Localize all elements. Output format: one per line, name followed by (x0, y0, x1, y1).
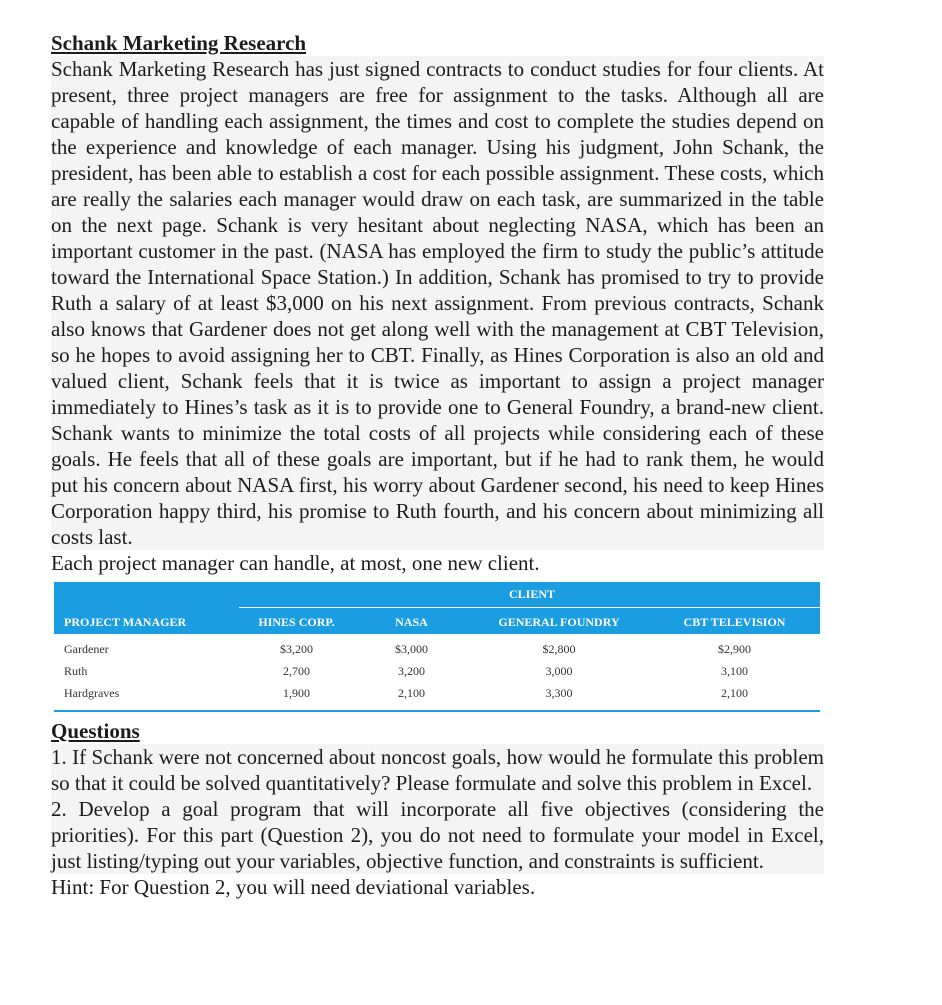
column-headers (54, 615, 820, 630)
question-1: 1. If Schank were not concerned about noncost goals, how would he formulate this problem so that it could be solved quantitatively? Please formulate and solve this problem in Excel. (51, 745, 824, 795)
table-header (54, 582, 820, 634)
cost-cell: $3,000 (395, 641, 428, 656)
questions-section (51, 718, 824, 900)
header-general-foundry: GENERAL FOUNDRY (498, 615, 620, 629)
cost-cell: 2,700 (283, 663, 310, 678)
cost-cell: 3,000 (545, 663, 573, 678)
cost-cell: 3,300 (545, 685, 573, 700)
manager-name: Hardgraves (64, 685, 120, 700)
manager-name: Gardener (64, 641, 109, 656)
table-row (54, 660, 820, 682)
header-cbt-television: CBT TELEVISION (683, 615, 786, 629)
table-row (54, 682, 820, 704)
manager-name: Ruth (64, 663, 88, 678)
header-project-manager: PROJECT MANAGER (64, 615, 187, 629)
header-hines-corp: HINES CORP. (258, 615, 335, 629)
case-description: Schank Marketing Research has just signed contracts to conduct studies for four clients. At present, three project managers are free for assignment to the tasks. Although all are capable of handling each assignment, the times and cost to complete the studies depend on the experience and knowledge of each manager. Using his judgment, John Schank, the president, has been able to establish a cost for each possible assignment. These costs, which are really the salaries each manager would draw on each task, are summarized in the table on the next page. Schank is very hesitant about neglecting NASA, which has been an important customer in the past. (NASA has employed the firm to study the public’s attitude toward the International Space Station.) In addition, Schank has promised to try to provide Ruth a salary of at least $3,000 on his next assignment. From previous contracts, Schank also knows that Gardener does not get along well with the management at CBT Television, so he hopes to avoid assigning her to CBT. Finally, as Hines Corporation is also an old and valued client, Schank feels that it is twice as important to assign a project manager immediately to Hines’s task as it is to provide one to General Foundry, a brand-new client. Schank wants to minimize the total costs of all projects while considering each of these goals. He feels that all of these goals are important, but if he had to rank them, he would put his concern about NASA first, his worry about Gardener second, his need to keep Hines Corporation happy third, his promise to Ruth fourth, and his concern about minimizing all costs last. (51, 57, 824, 549)
document-page (51, 30, 824, 900)
hint-text: Hint: For Question 2, you will need deviational variables. (51, 875, 536, 899)
cost-cell: $2,900 (718, 641, 751, 656)
cost-cell: 2,100 (721, 685, 748, 700)
capacity-note: Each project manager can handle, at most, one new client. (51, 551, 540, 575)
header-nasa: NASA (395, 615, 428, 629)
cost-cell: $3,200 (280, 641, 313, 656)
cost-cell: 1,900 (283, 685, 310, 700)
client-group-label: CLIENT (508, 587, 555, 601)
table-body (54, 634, 820, 712)
client-header-rule (239, 607, 820, 608)
case-title: Schank Marketing Research (51, 31, 307, 55)
cost-cell: 3,100 (721, 663, 748, 678)
cost-table (54, 582, 820, 712)
questions-heading: Questions (51, 719, 140, 743)
cost-cell: $2,800 (542, 641, 576, 656)
cost-cell: 3,200 (398, 663, 425, 678)
question-2: 2. Develop a goal program that will incorporate all five objectives (considering the priorities). For this part (Question 2), you do not need to formulate your model in Excel, just listing/typing out your variables, objective function, and constraints is sufficient. (51, 797, 824, 873)
table-row (54, 638, 820, 660)
cost-cell: 2,100 (398, 685, 425, 700)
